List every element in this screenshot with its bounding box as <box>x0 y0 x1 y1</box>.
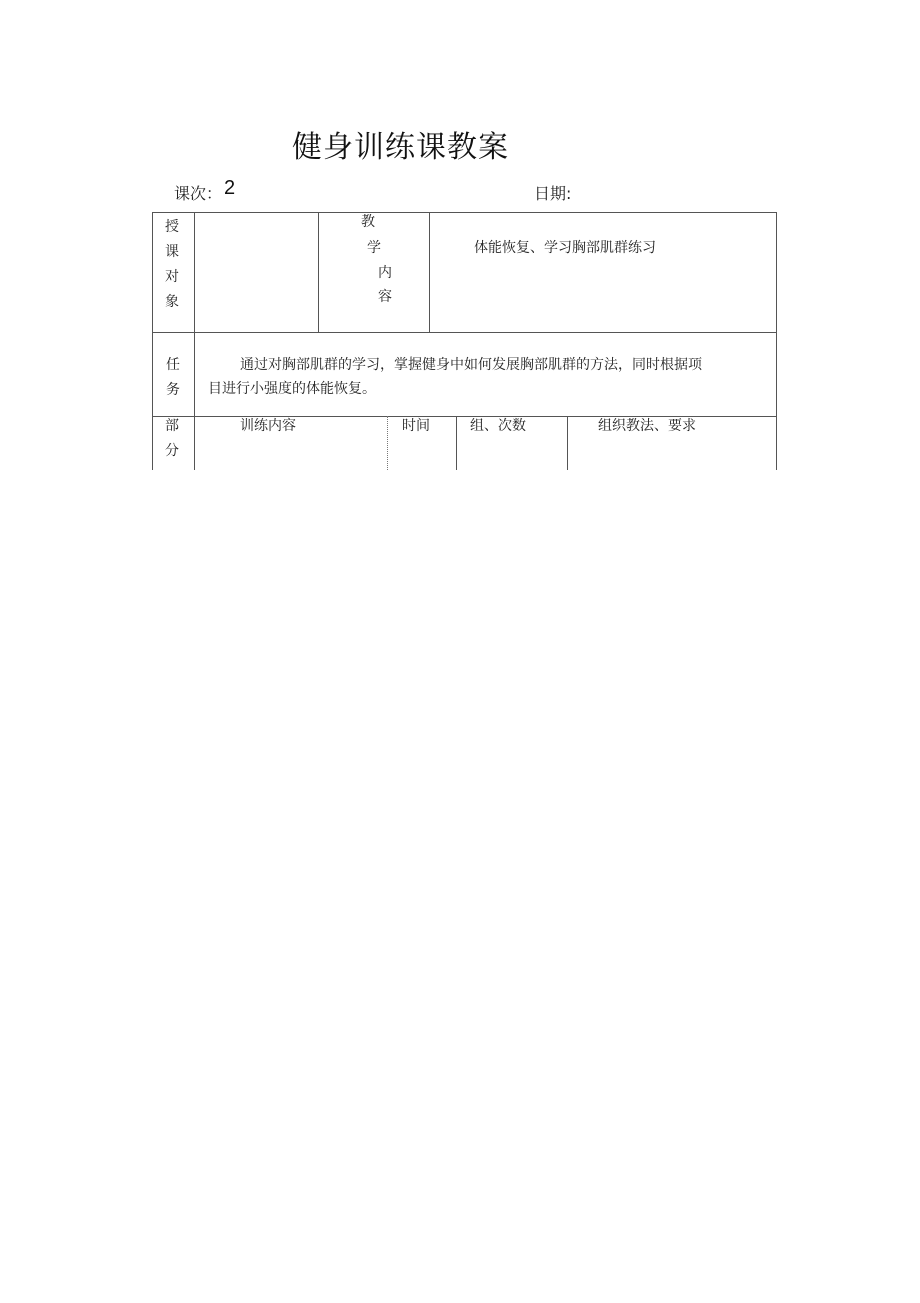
row3-divider-org <box>567 416 568 470</box>
label-column-divider <box>194 212 195 470</box>
audience-label-char: 象 <box>165 294 179 310</box>
header-sets-reps: 组、次数 <box>470 418 526 434</box>
lesson-number-value: 2 <box>224 177 236 199</box>
table-border-right <box>776 212 777 470</box>
content-label-char: 教 <box>361 214 375 230</box>
content-label-char: 容 <box>378 289 392 305</box>
table-border-top <box>152 212 777 213</box>
table-border-left <box>152 212 153 470</box>
lesson-number-label: 课次： <box>174 184 223 203</box>
header-time: 时间 <box>402 418 430 434</box>
task-label <box>166 358 180 408</box>
audience-label-char: 授 <box>165 219 179 235</box>
section-label-char: 部 <box>165 418 179 434</box>
audience-label-char: 课 <box>165 244 179 260</box>
row1-divider-a <box>318 212 319 332</box>
table-row-divider-2 <box>152 416 777 417</box>
content-label-char: 内 <box>378 265 392 281</box>
date-label: 日期: <box>534 184 572 203</box>
section-label-char: 分 <box>165 443 179 459</box>
table-row-divider-1 <box>152 332 777 333</box>
page-title: 健身训练课教案 <box>292 130 509 165</box>
task-label-char: 务 <box>166 382 180 398</box>
content-value: 体能恢复、学习胸部肌群练习 <box>474 240 656 256</box>
audience-label-char: 对 <box>165 269 179 285</box>
task-text-line2: 目进行小强度的体能恢复。 <box>208 381 376 397</box>
task-label-char: 任 <box>166 357 180 373</box>
row1-divider-b <box>429 212 430 332</box>
row3-divider-sets <box>456 416 457 470</box>
row3-divider-time <box>387 416 388 470</box>
task-text-line1: 通过对胸部肌群的学习，掌握健身中如何发展胸部肌群的方法，同时根据项 <box>240 357 702 373</box>
section-label <box>165 419 179 469</box>
header-organization: 组织教法、要求 <box>598 418 696 434</box>
header-training-content: 训练内容 <box>240 418 296 434</box>
audience-label <box>165 220 179 320</box>
content-label-char: 学 <box>367 240 381 256</box>
